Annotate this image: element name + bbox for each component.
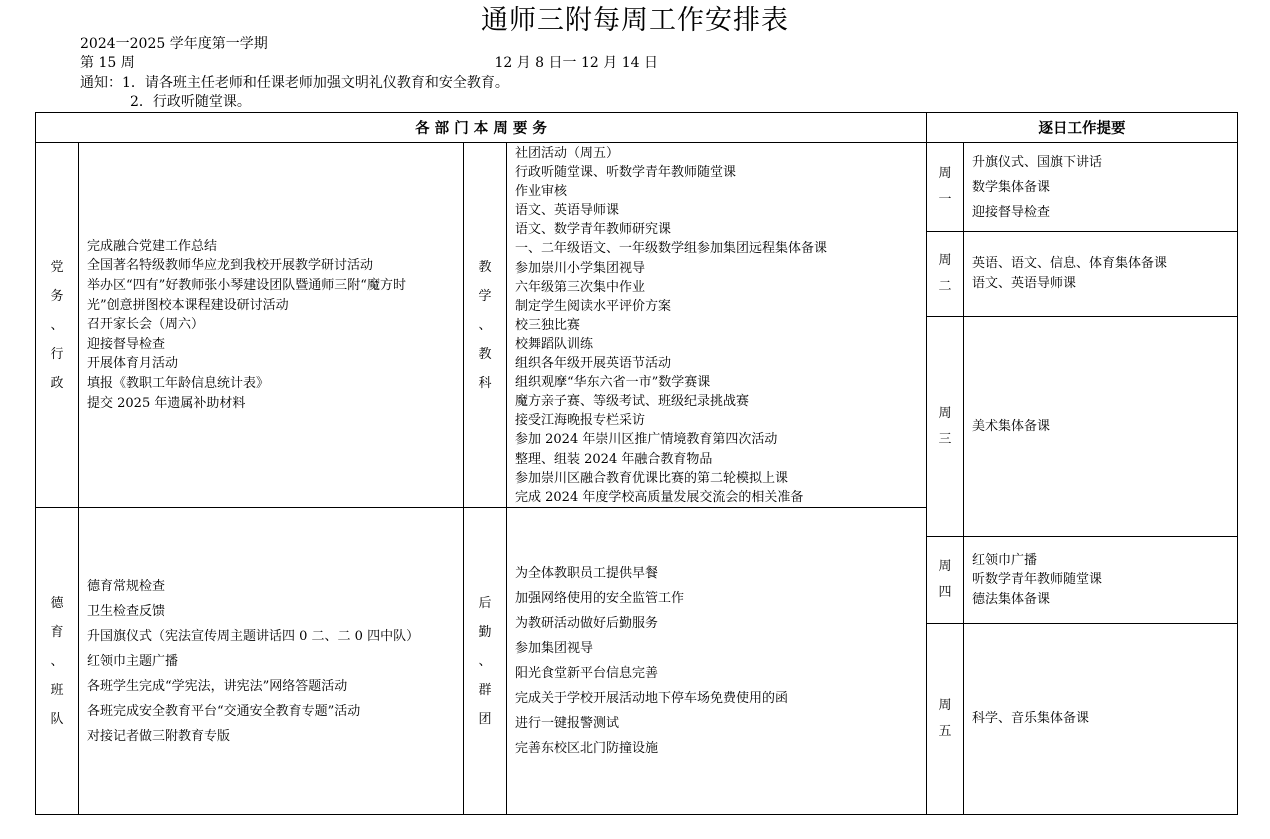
list-item: 迎接督导检查: [87, 336, 166, 352]
list-item: 升旗仪式、国旗下讲话: [972, 154, 1103, 170]
list-item: 填报《教职工年龄信息统计表》: [87, 375, 270, 391]
section-items-party: [79, 143, 464, 508]
week-number: 第 15 周: [80, 55, 135, 71]
day-label-fri: 周 五: [927, 624, 964, 815]
day-items-tue: [964, 232, 1238, 317]
list-item: 迎接督导检查: [972, 204, 1051, 220]
list-item: 德育常规检查: [87, 578, 166, 594]
day-items-mon: [964, 143, 1238, 232]
list-item: 六年级第三次集中作业: [515, 279, 646, 295]
section-name-party: 党 务 、 行 政: [36, 143, 79, 508]
list-item: 各班学生完成“学宪法，讲宪法”网络答题活动: [87, 678, 348, 694]
list-item: 光”创意拼图校本课程建设研讨活动: [87, 297, 289, 313]
list-item: 召开家长会（周六）: [87, 317, 205, 333]
list-item: 参加崇川小学集团视导: [515, 260, 646, 276]
section-items-teaching: [507, 143, 927, 508]
date-range: 12 月 8 日一 12 月 14 日: [494, 55, 658, 71]
list-item: 提交 2025 年遗属补助材料: [87, 395, 246, 411]
term-line: [80, 36, 268, 53]
list-item: 举办区“四有”好教师张小琴建设团队暨通师三附“魔方时: [87, 278, 406, 294]
list-item: 数学集体备课: [972, 179, 1051, 195]
list-item: 阳光食堂新平台信息完善: [515, 666, 659, 681]
notice-line-1: [80, 75, 509, 92]
list-item: 美术集体备课: [972, 418, 1051, 434]
week-line: [80, 55, 658, 72]
day-label-mon: 周 一: [927, 143, 964, 232]
list-item: 全国著名特级教师华应龙到我校开展教学研讨活动: [87, 258, 374, 274]
list-item: 开展体育月活动: [87, 356, 179, 372]
schedule-table: [35, 112, 1238, 815]
list-item: 进行一键报警测试: [515, 716, 620, 731]
list-item: 为教研活动做好后勤服务: [515, 616, 659, 631]
list-item: 组织各年级开展英语节活动: [515, 356, 672, 372]
list-item: 完成关于学校开展活动地下停车场免费使用的函: [515, 691, 789, 706]
notice-item: 2．行政听随堂课。: [130, 94, 251, 110]
list-item: 制定学生阅读水平评价方案: [515, 298, 672, 314]
list-item: 行政听随堂课、听数学青年教师随堂课: [515, 165, 737, 181]
section-name-moral: 德 育 、 班 队: [36, 508, 79, 815]
section-items-logistics: [507, 508, 927, 815]
list-item: 红领巾广播: [972, 552, 1038, 568]
list-item: 参加集团视导: [515, 641, 594, 656]
list-item: 英语、语文、信息、体育集体备课: [972, 256, 1168, 272]
list-item: 科学、音乐集体备课: [972, 711, 1090, 727]
list-item: 完成 2024 年度学校高质量发展交流会的相关准备: [515, 489, 804, 505]
daily-header: 逐日工作提要: [927, 113, 1238, 143]
list-item: 各班完成安全教育平台“交通安全教育专题”活动: [87, 703, 361, 719]
day-label-tue: 周 二: [927, 232, 964, 317]
list-item: 听数学青年教师随堂课: [972, 572, 1103, 588]
list-item: 红领巾主题广播: [87, 653, 179, 669]
section-items-moral: [79, 508, 464, 815]
term-text: 2024一2025 学年度第一学期: [80, 36, 268, 52]
list-item: 为全体教职员工提供早餐: [515, 566, 659, 581]
list-item: 魔方亲子赛、等级考试、班级纪录挑战赛: [515, 394, 750, 410]
list-item: 语文、英语导师课: [972, 276, 1077, 291]
day-label-thu: 周 四: [927, 537, 964, 624]
notice-label: 通知：: [80, 75, 122, 91]
list-item: 作业审核: [515, 184, 568, 200]
list-item: 对接记者做三附教育专版: [87, 728, 231, 744]
list-item: 卫生检查反馈: [87, 603, 166, 619]
list-item: 一、二年级语文、一年级数学组参加集团远程集体备课: [515, 241, 828, 257]
day-label-wed: 周 三: [927, 317, 964, 537]
list-item: 升国旗仪式（宪法宣传周主题讲话四 0 二、二 0 四中队）: [87, 628, 420, 644]
list-item: 语文、英语导师课: [515, 203, 620, 219]
section-name-logistics: 后 勤 、 群 团: [464, 508, 507, 815]
day-items-wed: [964, 317, 1238, 537]
list-item: 参加 2024 年崇川区推广情境教育第四次活动: [515, 432, 778, 448]
day-items-thu: [964, 537, 1238, 624]
section-name-teaching: 教 学 、 教 科: [464, 143, 507, 508]
list-item: 社团活动（周五）: [515, 146, 620, 161]
list-item: 加强网络使用的安全监管工作: [515, 591, 685, 606]
page-title: 通师三附每周工作安排表: [481, 5, 789, 36]
dept-header: 各 部 门 本 周 要 务: [36, 113, 927, 143]
list-item: 参加崇川区融合教育优课比赛的第二轮模拟上课: [515, 470, 789, 486]
list-item: 组织观摩“华东六省一市”数学赛课: [515, 375, 711, 391]
day-items-fri: [964, 624, 1238, 815]
list-item: 整理、组装 2024 年融合教育物品: [515, 451, 713, 467]
list-item: 接受江海晚报专栏采访: [515, 413, 646, 429]
list-item: 完善东校区北门防撞设施: [515, 741, 659, 756]
list-item: 德法集体备课: [972, 591, 1051, 607]
list-item: 完成融合党建工作总结: [87, 238, 218, 254]
notice-line-2: [130, 94, 251, 111]
list-item: 校舞蹈队训练: [515, 336, 594, 352]
notice-item: 1．请各班主任老师和任课老师加强文明礼仪教育和安全教育。: [122, 75, 509, 91]
list-item: 校三独比赛: [515, 317, 581, 333]
list-item: 语文、数学青年教师研究课: [515, 222, 672, 238]
